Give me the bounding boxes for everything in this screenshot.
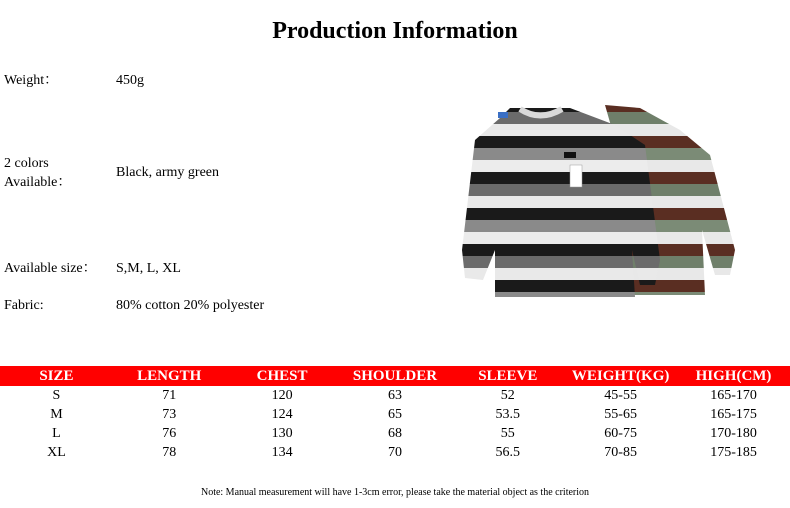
colors-label-line2: Available： [4, 175, 72, 190]
weight-label: Weight： [4, 73, 59, 88]
table-cell: 170-180 [710, 425, 757, 441]
table-cell: 52 [500, 387, 515, 403]
table-cell: 78 [162, 444, 177, 460]
table-row [0, 405, 790, 424]
sweater-stripe [455, 184, 670, 196]
table-cell: 76 [162, 425, 177, 441]
sweater-stripe [455, 160, 670, 172]
sweater-stripe [455, 304, 670, 305]
size-chart-table [0, 366, 790, 462]
table-cell: M [50, 406, 63, 422]
table-cell: XL [47, 444, 66, 460]
table-cell: L [52, 425, 61, 441]
column-header-size: SIZE [0, 366, 113, 386]
hang-tag [570, 165, 582, 187]
table-cell: 45-55 [604, 387, 637, 403]
column-header-sleeve: SLEEVE [451, 366, 564, 386]
table-cell: 134 [271, 444, 293, 460]
column-header-length: LENGTH [113, 366, 226, 386]
table-cell: 70 [387, 444, 402, 460]
table-row [0, 424, 790, 443]
table-cell: 56.5 [495, 444, 521, 460]
table-cell: 63 [387, 387, 402, 403]
table-cell: 130 [271, 425, 293, 441]
sweater-stripe [590, 100, 740, 112]
size-value: S,M, L, XL [116, 261, 181, 276]
table-row [0, 386, 790, 405]
fabric-value: 80% cotton 20% polyester [116, 298, 265, 313]
table-cell: 120 [271, 387, 293, 403]
table-cell: 71 [162, 387, 177, 403]
table-row [0, 443, 790, 462]
sweater-stripe [455, 148, 670, 160]
sweater-stripe [590, 304, 740, 305]
table-cell: 70-85 [604, 444, 637, 460]
sweater-stripe [455, 232, 670, 244]
table-cell: 55-65 [604, 406, 637, 422]
sweater-stripe [590, 112, 740, 124]
sweater-stripe [455, 220, 670, 232]
table-cell: 165-175 [710, 406, 757, 422]
table-cell: 68 [387, 425, 402, 441]
sweater-stripe [455, 196, 670, 208]
neck-tag [498, 112, 508, 118]
table-cell: 124 [271, 406, 293, 422]
sweater-stripe [455, 256, 670, 268]
table-cell: 53.5 [495, 406, 521, 422]
product-image [440, 100, 740, 305]
table-cell: S [52, 387, 61, 403]
table-cell: 165-170 [710, 387, 757, 403]
sweater-stripe [455, 172, 670, 184]
table-cell: 175-185 [710, 444, 757, 460]
column-header-high-cm: HIGH(CM) [677, 366, 790, 386]
colors-label-line1: 2 colors [4, 156, 49, 171]
table-header-row [0, 366, 790, 386]
weight-value: 450g [116, 73, 144, 88]
sweater-stripe [455, 208, 670, 220]
colors-value: Black, army green [116, 165, 220, 180]
table-cell: 65 [387, 406, 402, 422]
table-cell: 73 [162, 406, 177, 422]
column-header-chest: CHEST [226, 366, 339, 386]
measurement-note: Note: Manual measurement will have 1-3cm error, please take the material object as the criterion [200, 487, 590, 498]
size-label: Available size： [4, 261, 97, 276]
table-cell: 60-75 [604, 425, 637, 441]
table-cell: 55 [500, 425, 515, 441]
chest-label [564, 152, 576, 158]
column-header-weight-kg: WEIGHT(KG) [564, 366, 677, 386]
sweater-stripe [455, 244, 670, 256]
page-title: Production Information [272, 18, 518, 44]
column-header-shoulder: SHOULDER [339, 366, 452, 386]
fabric-label: Fabric: [4, 298, 44, 313]
